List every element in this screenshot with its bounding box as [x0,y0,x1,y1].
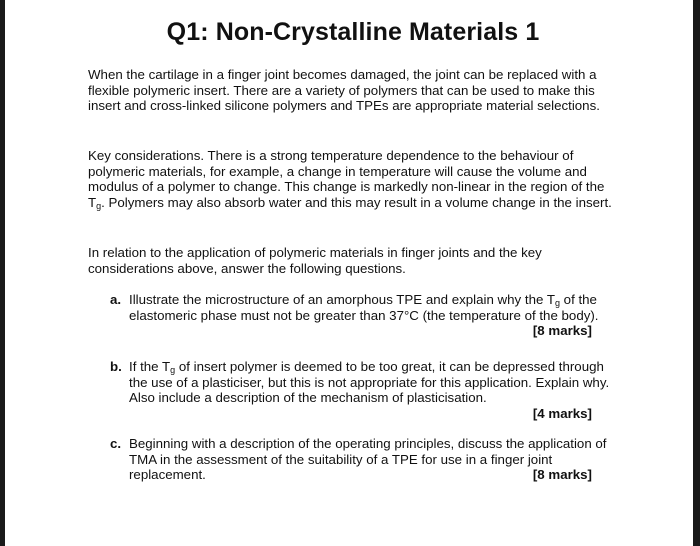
considerations-text-pre: Key considerations. There is a strong temperature dependence to the behaviour of polymeric materials, for example, a change in temperature will cause the volume and modulus of a polymer to change. This change is markedly non-linear in the region of the T [88,148,605,211]
question-b-subscript: g [170,365,176,375]
question-a-marks: [8 marks] [532,323,592,339]
intro-paragraph: When the cartilage in a finger joint becomes damaged, the joint can be replaced with a flexible polymeric insert. There are a variety of polymers that can be used to make this insert and cross-linked silicone polymers and TPEs are appropriate material selections. [88,67,600,114]
question-b-text-pre: If the T [129,359,171,374]
considerations-text-post: . Polymers may also absorb water and this may result in a volume change in the insert. [101,195,612,211]
considerations-paragraph [88,148,618,211]
question-a-text-pre: Illustrate the microstructure of an amorphous TPE and explain why the T [129,292,555,307]
page-title: Q1: Non-Crystalline Materials 1 [166,18,540,46]
question-c-marks: [8 marks] [532,467,592,483]
right-border [693,0,700,546]
considerations-subscript: g [96,201,102,212]
question-a [110,292,610,339]
question-c-text: Beginning with a description of the operating principles, discuss the application of TMA in the assessment of the suitability of a TPE for use in a finger joint replacement. [129,436,607,483]
question-c-letter: c. [110,436,122,451]
question-b-letter: b. [110,359,122,374]
left-border [0,0,5,546]
question-b-text-post: of insert polymer is deemed to be too great, it can be depressed through the use of a plasticiser, but this is not appropriate for this application. Explain why. Also include a description of the mechanism of plasticisation. [129,359,610,406]
relation-paragraph: In relation to the application of polymeric materials in finger joints and the key considerations above, answer the following questions. [88,245,542,276]
question-b [110,359,610,422]
question-a-text-post: of the elastomeric phase must not be greater than 37°C (the temperature of the body). [129,292,599,323]
question-a-letter: a. [110,292,122,307]
question-b-marks: [4 marks] [532,406,592,422]
question-b-body [129,359,610,422]
question-c [110,436,610,483]
question-a-subscript: g [554,298,560,308]
question-a-body [129,292,610,339]
question-c-body [129,436,610,483]
